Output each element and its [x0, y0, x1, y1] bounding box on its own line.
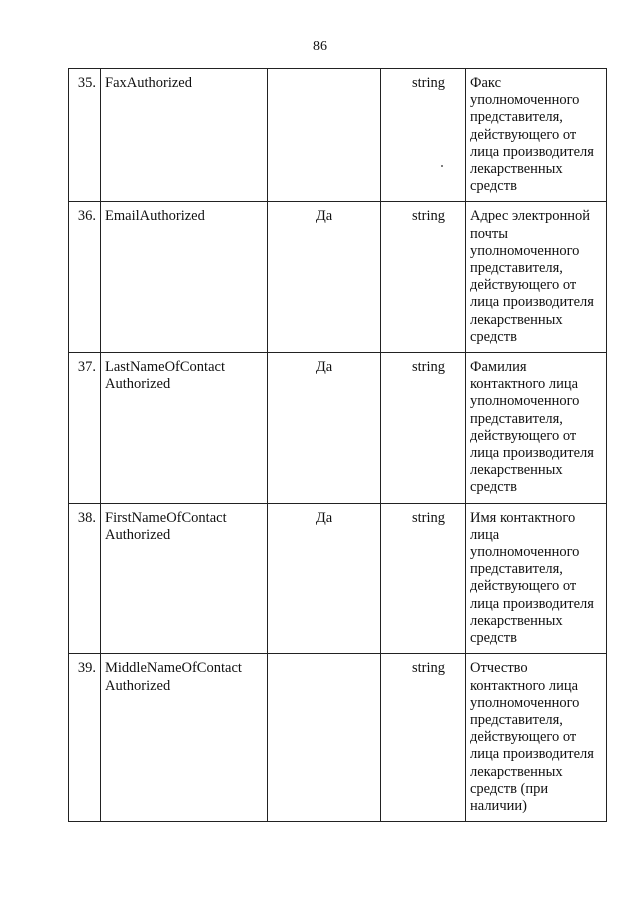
row-number: 38.	[69, 503, 101, 654]
required-flag: Да	[268, 353, 381, 504]
required-flag	[268, 69, 381, 202]
table-row	[69, 69, 607, 202]
field-type: string	[381, 202, 466, 353]
field-description: Факс уполномоченного представителя, действующего от лица производителя лекарственных средств	[466, 69, 607, 202]
field-type: string	[381, 503, 466, 654]
table-row	[69, 503, 607, 654]
required-flag: Да	[268, 202, 381, 353]
field-description: Отчество контактного лица уполномоченного представителя, действующего от лица производителя лекарственных средств (при наличии)	[466, 654, 607, 822]
field-name: EmailAuthorized	[101, 202, 268, 353]
row-number: 37.	[69, 353, 101, 504]
field-description: Адрес электронной почты уполномоченного представителя, действующего от лица производителя лекарственных средств	[466, 202, 607, 353]
field-name: LastNameOfContact Authorized	[101, 353, 268, 504]
field-type: string	[381, 654, 466, 822]
field-spec-table	[68, 68, 607, 822]
row-number: 39.	[69, 654, 101, 822]
table-row	[69, 654, 607, 822]
row-number: 35.	[69, 69, 101, 202]
page-number: 86	[313, 39, 327, 54]
required-flag: Да	[268, 503, 381, 654]
field-name: FirstNameOfContact Authorized	[101, 503, 268, 654]
table-row	[69, 202, 607, 353]
field-name: MiddleNameOfContact Authorized	[101, 654, 268, 822]
field-type: string	[381, 69, 466, 202]
field-name: FaxAuthorized	[101, 69, 268, 202]
field-type: string	[381, 353, 466, 504]
table-row	[69, 353, 607, 504]
field-description: Имя контактного лица уполномоченного представителя, действующего от лица производителя лекарственных средств	[466, 503, 607, 654]
scan-speck	[441, 165, 443, 167]
row-number: 36.	[69, 202, 101, 353]
field-description: Фамилия контактного лица уполномоченного представителя, действующего от лица производителя лекарственных средств	[466, 353, 607, 504]
required-flag	[268, 654, 381, 822]
